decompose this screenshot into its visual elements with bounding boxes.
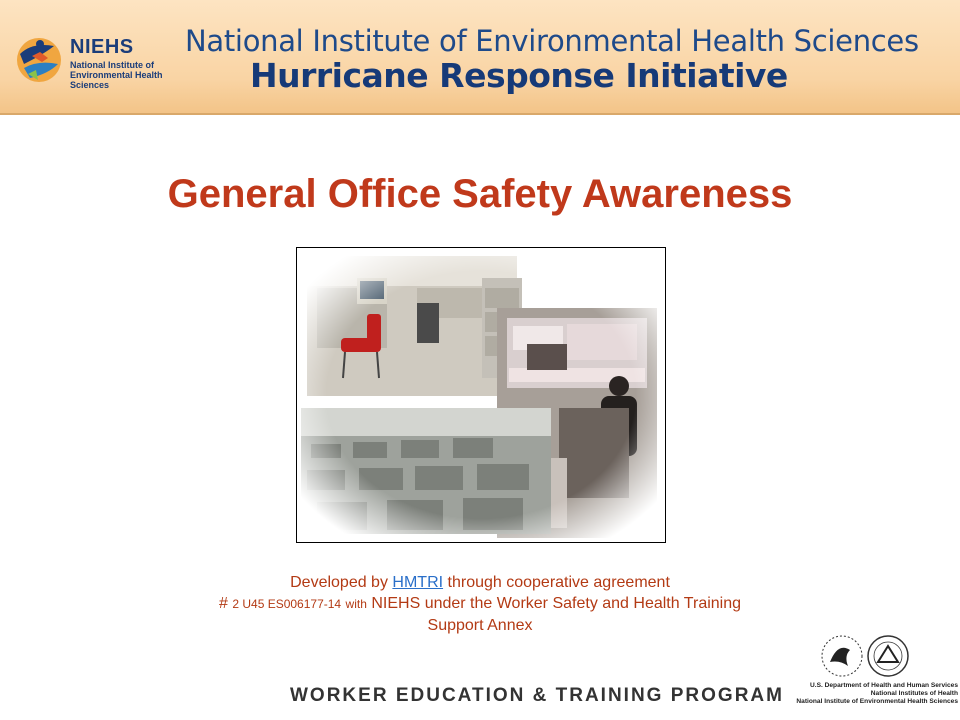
initiative-title: Hurricane Response Initiative — [250, 56, 788, 95]
office-collage-photo — [296, 247, 666, 543]
hhs-line: U.S. Department of Health and Human Services — [809, 682, 958, 689]
government-seals — [800, 632, 950, 684]
logo-subtitle — [70, 60, 195, 90]
hash-symbol: # — [218, 595, 228, 612]
logo-acronym: NIEHS — [70, 36, 134, 58]
header-banner — [0, 0, 960, 115]
developed-by-text: Developed by — [290, 574, 388, 591]
hhs-seal-icon — [822, 636, 862, 676]
niehs-line: National Institute of Environmental Health Sciences — [796, 698, 958, 705]
agreement-text: through cooperative agreement — [447, 574, 670, 591]
slide-title: General Office Safety Awareness — [167, 172, 793, 216]
niehs-logo-icon — [14, 34, 64, 86]
organization-name: National Institute of Environmental Health Sciences — [185, 24, 919, 58]
niehs-logo[interactable] — [14, 34, 184, 90]
credits-block — [150, 572, 810, 636]
hmtri-link[interactable]: HMTRI — [392, 574, 444, 591]
program-name: WORKER EDUCATION & TRAINING PROGRAM — [290, 685, 784, 706]
with-word: with — [345, 597, 367, 611]
office-collage-image — [297, 248, 665, 542]
credits-line3: Support Annex — [427, 617, 533, 634]
nih-line: National Institutes of Health — [870, 690, 958, 697]
credits-line1 — [150, 572, 810, 593]
logo-subtitle-line1: National Institute of — [70, 60, 154, 70]
nih-seal-icon — [868, 636, 908, 676]
niehs-program-text: NIEHS under the Worker Safety and Health Training — [371, 595, 742, 612]
grant-number: 2 U45 ES006177-14 — [232, 597, 342, 611]
agency-credits — [790, 682, 958, 706]
credits-line2 — [150, 593, 810, 615]
logo-subtitle-line2: Environmental Health Sciences — [70, 70, 163, 90]
